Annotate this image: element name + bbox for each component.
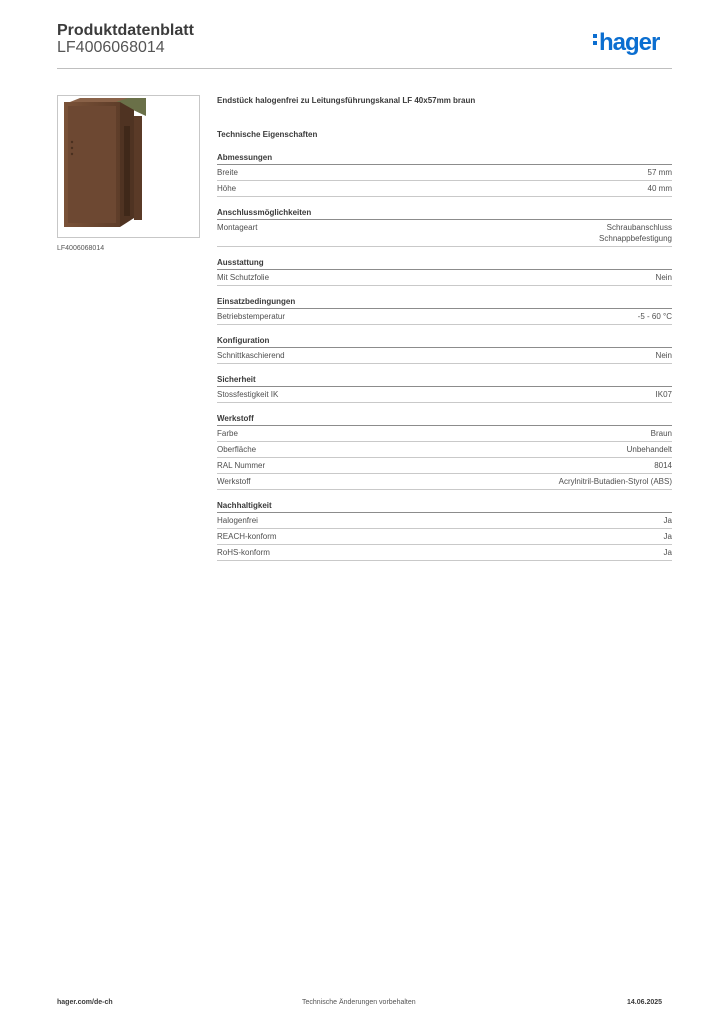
footer-date: 14.06.2025 <box>627 999 663 1006</box>
property-sections <box>217 153 672 561</box>
property-section <box>217 258 672 286</box>
property-value-line: 8014 <box>654 461 672 470</box>
section-heading: Sicherheit <box>217 375 672 387</box>
property-section <box>217 501 672 561</box>
property-label: Mit Schutzfolie <box>217 273 270 282</box>
property-label: Werkstoff <box>217 477 251 486</box>
property-value <box>664 547 672 558</box>
section-heading: Einsatzbedingungen <box>217 297 672 309</box>
property-value-line: 40 mm <box>647 184 672 193</box>
property-row <box>217 309 672 325</box>
property-value <box>664 531 672 542</box>
property-value <box>651 428 672 439</box>
property-value-line: Schraubanschluss <box>606 223 672 232</box>
datasheet-content <box>217 96 672 561</box>
property-row <box>217 387 672 403</box>
property-row <box>217 165 672 181</box>
property-value-line: Acrylnitril-Butadien-Styrol (ABS) <box>558 477 672 486</box>
property-value-line: -5 - 60 °C <box>637 312 672 321</box>
property-row <box>217 458 672 474</box>
property-section <box>217 375 672 403</box>
property-value <box>654 460 672 471</box>
property-value <box>656 389 672 400</box>
product-image <box>57 95 200 238</box>
property-row <box>217 442 672 458</box>
property-value <box>656 272 672 283</box>
header-divider <box>57 68 672 69</box>
property-row <box>217 270 672 286</box>
property-value <box>656 350 672 361</box>
property-label: REACH-konform <box>217 532 277 541</box>
property-value-line: Schnappbefestigung <box>599 234 672 243</box>
property-value-line: Nein <box>655 273 672 282</box>
property-section <box>217 153 672 197</box>
property-label: Stossfestigkeit IK <box>217 390 279 399</box>
property-value <box>648 167 672 178</box>
property-section <box>217 208 672 247</box>
property-label: Montageart <box>217 223 258 232</box>
property-section <box>217 414 672 490</box>
property-value <box>648 183 672 194</box>
property-label: Breite <box>217 168 238 177</box>
property-row <box>217 220 672 247</box>
property-section <box>217 297 672 325</box>
section-heading: Werkstoff <box>217 414 672 426</box>
section-heading: Anschlussmöglichkeiten <box>217 208 672 220</box>
property-row <box>217 426 672 442</box>
hager-logo <box>593 29 659 57</box>
property-label: RoHS-konform <box>217 548 270 557</box>
section-heading: Ausstattung <box>217 258 672 270</box>
property-row <box>217 545 672 561</box>
product-title: Endstück halogenfrei zu Leitungsführungskanal LF 40x57mm braun <box>217 96 476 105</box>
property-value-line: Ja <box>663 532 672 541</box>
page-title: Produktdatenblatt <box>57 22 194 39</box>
property-value-line: Ja <box>663 516 672 525</box>
property-label: Farbe <box>217 429 238 438</box>
section-heading: Nachhaltigkeit <box>217 501 672 513</box>
footer-website: hager.com/de-ch <box>57 999 113 1006</box>
section-heading: Abmessungen <box>217 153 672 165</box>
property-value-line: Ja <box>663 548 672 557</box>
property-row <box>217 348 672 364</box>
property-value <box>664 515 672 526</box>
property-label: Oberfläche <box>217 445 257 454</box>
property-label: Halogenfrei <box>217 516 258 525</box>
property-value-line: IK07 <box>655 390 672 399</box>
property-value <box>627 444 672 455</box>
property-value-line: Unbehandelt <box>626 445 672 454</box>
property-value <box>638 311 672 322</box>
property-label: Höhe <box>217 184 237 193</box>
end-cap-product-icon <box>58 96 199 237</box>
footer-notice: Technische Änderungen vorbehalten <box>302 999 416 1006</box>
article-number: LF4006068014 <box>57 39 165 56</box>
logo-text: hager <box>599 29 660 56</box>
property-row <box>217 181 672 197</box>
property-value-line: Nein <box>655 351 672 360</box>
property-label: Schnittkaschierend <box>217 351 285 360</box>
property-row <box>217 529 672 545</box>
technical-properties-title: Technische Eigenschaften <box>217 130 318 139</box>
section-heading: Konfiguration <box>217 336 672 348</box>
logo-dots-icon <box>593 34 597 48</box>
image-caption: LF4006068014 <box>57 245 105 252</box>
property-value-line: Braun <box>650 429 672 438</box>
property-row <box>217 474 672 490</box>
property-label: Betriebstemperatur <box>217 312 286 321</box>
property-value <box>599 222 672 244</box>
property-label: RAL Nummer <box>217 461 266 470</box>
property-section <box>217 336 672 364</box>
property-value <box>559 476 672 487</box>
property-value-line: 57 mm <box>647 168 672 177</box>
property-row <box>217 513 672 529</box>
